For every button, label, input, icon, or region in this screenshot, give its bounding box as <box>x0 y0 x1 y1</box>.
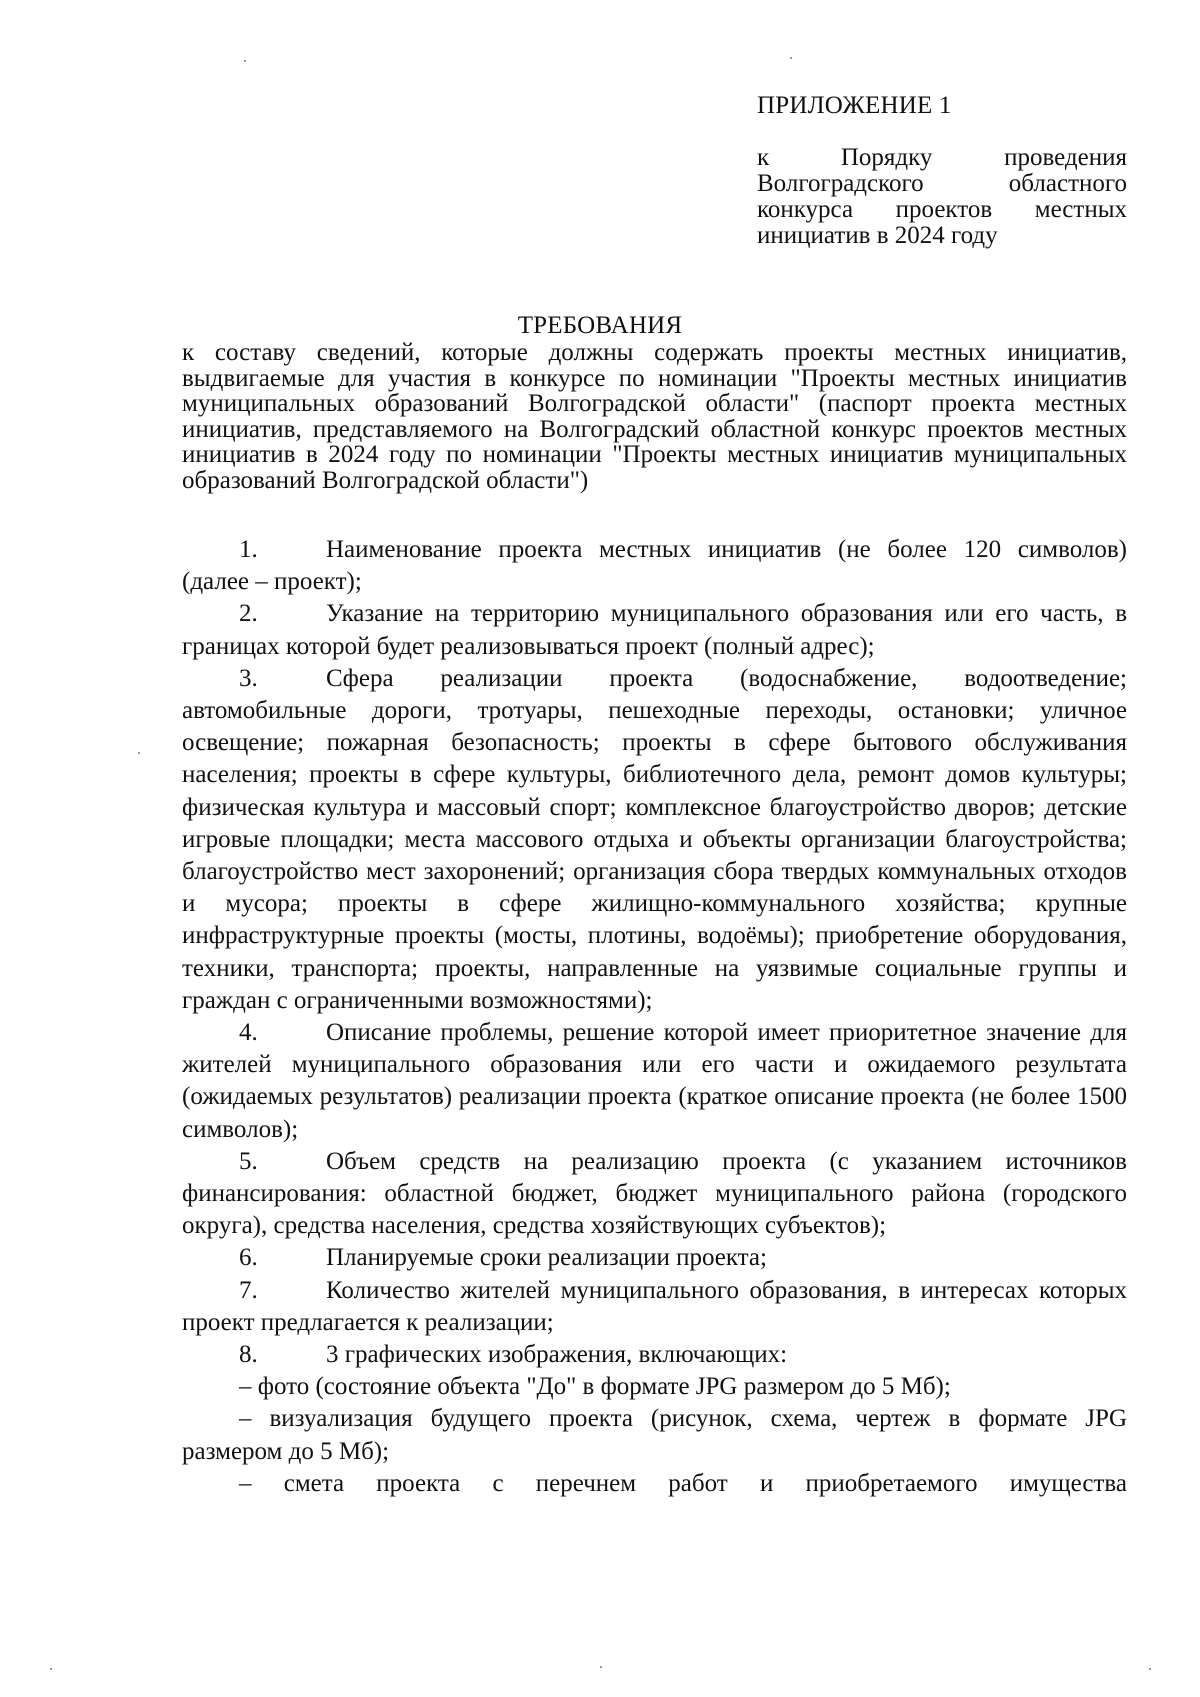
item-number: 5. <box>239 1147 258 1175</box>
list-item <box>182 1275 1127 1339</box>
scan-speck <box>790 57 792 59</box>
scan-speck <box>600 1666 602 1668</box>
scan-speck <box>50 1668 52 1670</box>
item-text: Указание на территорию муниципального образования или его часть, в границах которой будет реализовываться проект (полный адрес); <box>182 600 1127 660</box>
sub-item: – смета проекта с перечнем работ и приобретаемого имущества <box>239 1469 1127 1497</box>
sub-item: – визуализация будущего проекта (рисунок, схема, чертеж в формате JPG размером до 5 Мб); <box>182 1405 1127 1465</box>
item-text: Сфера реализации проекта (водоснабжение, водоотведение; автомобильные дороги, тротуары, пешеходные переходы, остановки; уличное освещение; пожарная безопасность; проекты в сфере бытового обслуживания населения; проекты в сфере культуры, библиотечного дела, ремонт домов культуры; физическая культура и массовый спорт; комплексное благоустройство дворов; детские игровые площадки; места массового отдыха и объекты организации благоустройства; благоустройство мест захоронений; организация сбора твердых коммунальных отходов и мусора; проекты в сфере жилищно-коммунального хозяйства; крупные инфраструктурные проекты (мосты, плотины, водоёмы); приобретение оборудования, техники, транспорта; проекты, направленные на уязвимые социальные группы и граждан с ограниченными возможностями); <box>182 664 1127 1014</box>
item-text: Количество жителей муниципального образования, в интересах которых проект предлагается к реализации; <box>182 1276 1127 1336</box>
item-text: Объем средств на реализацию проекта (с указанием источников финансирования: областной бюджет, бюджет муниципального района (городского округа), средства населения, средства хозяйствующих субъектов); <box>182 1147 1127 1240</box>
document-subtitle: к составу сведений, которые должны содержать проекты местных инициатив, выдвигаемые для участия в конкурсе по номинации "Проекты местных инициатив муниципальных образований Волгоградской области" (паспорт проекта местных инициатив, представляемого на Волгоградский областной конкурс проектов местных инициатив в 2024 году по номинации "Проекты местных инициатив муниципальных образований Волгоградской области") <box>182 339 1127 494</box>
item-number: 4. <box>239 1019 258 1047</box>
item-text: Описание проблемы, решение которой имеет приоритетное значение для жителей муниципального образования или его части и ожидаемого результата (ожидаемых результатов) реализации проекта (краткое описание проекта (не более 1500 символов); <box>182 1019 1127 1143</box>
item-number: 8. <box>239 1341 258 1369</box>
list-item <box>182 1146 1127 1243</box>
scan-speck <box>138 752 140 754</box>
requirements-list <box>182 534 1127 1500</box>
appendix-reference: к Порядку проведения Волгоградского областного конкурса проектов местных инициатив в 2024 году <box>757 144 1127 249</box>
item-text: Планируемые сроки реализации проекта; <box>326 1244 767 1272</box>
item-text: 3 графических изображения, включающих: <box>326 1341 788 1369</box>
item-number: 6. <box>239 1244 258 1272</box>
item-number: 2. <box>239 600 258 628</box>
item-text: Наименование проекта местных инициатив (не более 120 символов) (далее – проект); <box>182 536 1127 596</box>
list-item <box>182 598 1127 662</box>
list-item <box>182 1017 1127 1146</box>
scan-speck <box>244 60 246 62</box>
appendix-heading: ПРИЛОЖЕНИЕ 1 <box>757 92 952 119</box>
scan-speck <box>1149 1668 1151 1670</box>
list-item <box>182 1242 1127 1274</box>
item-number: 7. <box>239 1276 258 1304</box>
item-number: 1. <box>239 536 258 563</box>
list-item <box>182 534 1127 598</box>
item-number: 3. <box>239 664 258 692</box>
document-title: ТРЕБОВАНИЯ <box>517 312 683 339</box>
list-item <box>182 1339 1127 1371</box>
sub-item: – фото (состояние объекта "До" в формате JPG размером до 5 Мб); <box>239 1373 951 1401</box>
list-item <box>182 663 1127 1017</box>
appendix-block <box>757 93 1127 249</box>
